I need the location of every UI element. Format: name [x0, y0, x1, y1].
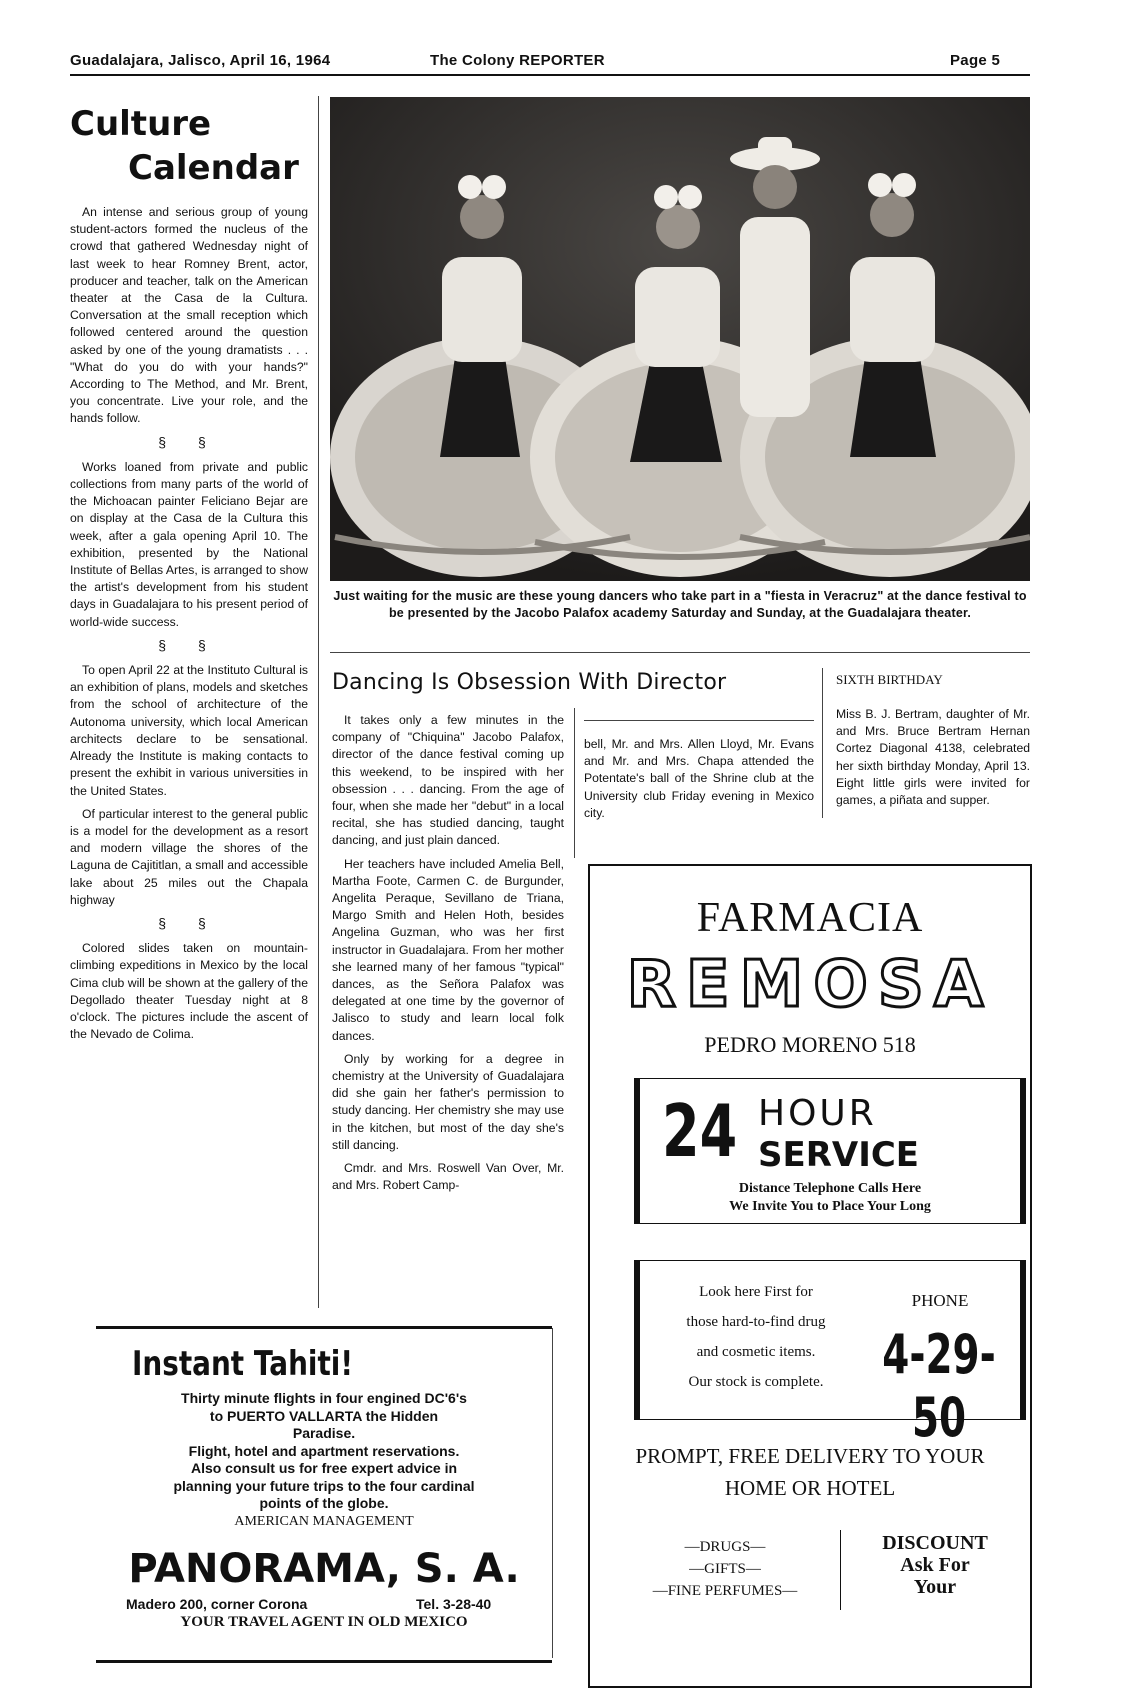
products-divider	[840, 1530, 841, 1610]
look-line: those hard-to-find drug	[686, 1314, 826, 1330]
culture-paragraph: Colored slides taken on mountain-climbing expeditions in Mexico by the local Cima club will be shown at the gallery of the Degollado theater Tuesday night at 8 o'clock. The pictures include the ascent of the Nevado de Colima.	[70, 941, 308, 1042]
delivery-line: PROMPT, FREE DELIVERY TO YOUR	[635, 1444, 985, 1468]
phone-number: 4-29-50	[882, 1323, 996, 1449]
column-divider	[822, 668, 823, 818]
panorama-tagline: YOUR TRAVEL AGENT IN OLD MEXICO	[180, 1614, 468, 1630]
section-ornament: § §	[158, 914, 220, 931]
tahiti-line: Flight, hotel and apartment reservations.	[188, 1442, 460, 1459]
farmacia-ad	[588, 864, 1032, 1688]
product-drugs: —DRUGS—	[684, 1539, 766, 1555]
culture-title-line2: Calendar	[128, 148, 299, 188]
service-hour: HOUR	[758, 1093, 877, 1134]
service-24: 24	[662, 1089, 738, 1173]
tahiti-line: Also consult us for free expert advice in	[190, 1460, 458, 1476]
farmacia-address: PEDRO MORENO 518	[704, 1032, 916, 1057]
tahiti-line: planning your future trips to the four cardinal	[173, 1477, 475, 1494]
tahiti-line: to PUERTO VALLARTA the Hidden	[209, 1407, 439, 1424]
look-line: Look here First for	[699, 1284, 813, 1300]
tahiti-line: Thirty minute flights in four engined DC'6's	[181, 1390, 467, 1406]
service-service: SERVICE	[758, 1135, 920, 1175]
header-page-number: Page 5	[950, 52, 1001, 69]
culture-paragraph: An intense and serious group of young student-actors formed the nucleus of the crowd that gathered Wednesday night of last week to hear Romney Brent, actor, producer and teacher, talk on the American theater at the Casa de la Cultura. Conversation at the small reception which followed centered around the question asked by one of the young dramatists . . . "What do you do with your hands?" According to The Method, and Mr. Brent, you concentrate. Live your role, and the hands follow.	[70, 205, 308, 426]
column-divider	[574, 708, 575, 858]
discount-line: DISCOUNT	[882, 1532, 988, 1554]
culture-paragraph: Works loaned from private and public collections from many parts of the world of the Michoacan painter Feliciano Bejar are on display at the Casa de la Cultura this week, after a gala opening April 10. The exhibition, presented by the National Institute of Bellas Artes, is arranged to show the artist's development from his student days in Guadalajara to his present period of world-wide success.	[70, 459, 308, 629]
delivery-line: HOME OR HOTEL	[724, 1476, 896, 1500]
service-distance-line2: We Invite You to Place Your Long	[729, 1199, 931, 1214]
birthday-body: Miss B. J. Bertram, daughter of Mr. and Mrs. Bruce Bertram Hernan Cortez Diagonal 4138, celebrated her sixth birthday Monday, April 13. Eight little girls were invited for games, a piñata and supper.	[836, 707, 1030, 808]
phone-label: PHONE	[911, 1291, 969, 1310]
tahiti-top-rule	[96, 1326, 552, 1329]
tahiti-bottom-rule	[96, 1660, 552, 1663]
discount-line: Ask For	[900, 1554, 970, 1576]
product-perfumes: —FINE PERFUMES—	[652, 1583, 798, 1599]
dancing-paragraph: Her teachers have included Amelia Bell, Martha Foote, Carmen C. de Burgunder, Angelita Peraque, Sevillano de Triana, Margo Smith and Helen Hoth, besides Angelina Guzman, who was her first instructor in Guadalajara. From her mother she learned many of her famous "typical" dances, as the Señora Palafox was delegated at one time by the governor of Jalisco to study and learn local folk dances.	[332, 856, 564, 1043]
culture-paragraph: Of particular interest to the general public is a model for the development as a resort and modern village the shores of the Laguna de Cajititlan, a small and accessible lake about 25 miles out the Chapala highway	[70, 806, 308, 907]
caption-rule	[330, 652, 1030, 653]
dancing-continuation: bell, Mr. and Mrs. Allen Lloyd, Mr. Evans and Mr. and Mrs. Chapa attended the Potentate's ball of the Shrine club at the University club Friday evening in Mexico city.	[584, 737, 814, 820]
panorama-phone: Tel. 3-28-40	[416, 1596, 492, 1612]
dancers-photo	[330, 97, 1030, 581]
look-line: and cosmetic items.	[696, 1344, 816, 1360]
header-place-date: Guadalajara, Jalisco, April 16, 1964	[70, 52, 331, 69]
tahiti-line: Paradise.	[292, 1425, 356, 1441]
dancing-headline: Dancing Is Obsession With Director	[332, 670, 727, 695]
section-ornament: § §	[158, 636, 220, 653]
service-box	[634, 1078, 1026, 1224]
culture-title-line1: Culture	[70, 104, 212, 144]
header-paper-name: The Colony REPORTER	[430, 52, 605, 69]
section-ornament: § §	[158, 433, 220, 450]
tahiti-ad	[96, 1334, 552, 1664]
discount-text	[850, 1532, 1020, 1598]
continuation-rule	[584, 720, 814, 721]
culture-calendar-body	[70, 204, 308, 1049]
service-distance-line1: Distance Telephone Calls Here	[738, 1181, 922, 1196]
tahiti-headline: Instant Tahiti!	[132, 1344, 354, 1384]
panorama-brand: PANORAMA, S. A.	[128, 1546, 520, 1592]
farmacia-brand: REMOSA	[626, 948, 994, 1022]
dancing-paragraph: It takes only a few minutes in the company of "Chiquina" Jacobo Palafox, director of the dance festival coming up this weekend, to be inspired with her obsession . . . dancing. From the age of four, when she made her "debut" in a local recital, she has studied dancing, taught dancing, and just plain danced.	[332, 713, 564, 848]
delivery-text	[590, 1440, 1030, 1504]
dancing-paragraph: Cmdr. and Mrs. Roswell Van Over, Mr. and Mrs. Robert Camp-	[332, 1161, 564, 1193]
dancing-article-body	[332, 712, 564, 1200]
tahiti-management: AMERICAN MANAGEMENT	[234, 1513, 414, 1529]
product-gifts: —GIFTS—	[689, 1561, 761, 1577]
farmacia-name: FARMACIA	[696, 895, 924, 941]
tahiti-side-rule	[552, 1328, 553, 1658]
birthday-headline: SIXTH BIRTHDAY	[836, 672, 943, 687]
panorama-address: Madero 200, corner Corona	[126, 1596, 308, 1612]
products-list	[630, 1536, 820, 1602]
discount-line: Your	[913, 1576, 957, 1598]
tahiti-line: points of the globe.	[259, 1495, 389, 1511]
tahiti-body	[96, 1390, 552, 1530]
photo-caption: Just waiting for the music are these young dancers who take part in a "fiesta in Veracruz" at the dance festival to be presented by the Jacobo Palafox academy Saturday and Sunday, at the Guadalajara theater.	[333, 589, 1027, 620]
look-line: Our stock is complete.	[688, 1374, 824, 1390]
look-text	[656, 1277, 856, 1397]
column-divider	[318, 96, 319, 1308]
dancing-paragraph: Only by working for a degree in chemistry at the University of Guadalajara did she gain her father's permission to study dancing. Her chemistry she may use in the kitchen, but most of the day she's still dancing.	[332, 1051, 564, 1152]
phone-box	[634, 1260, 1026, 1449]
header-rule	[70, 74, 1030, 76]
culture-paragraph: To open April 22 at the Instituto Cultural is an exhibition of plans, models and sketches from the school of architecture of the Autonoma university, which local American architects declare to be sensational. Already the Institute is making contacts to present the exhibit in various universities in the United States.	[70, 663, 308, 798]
